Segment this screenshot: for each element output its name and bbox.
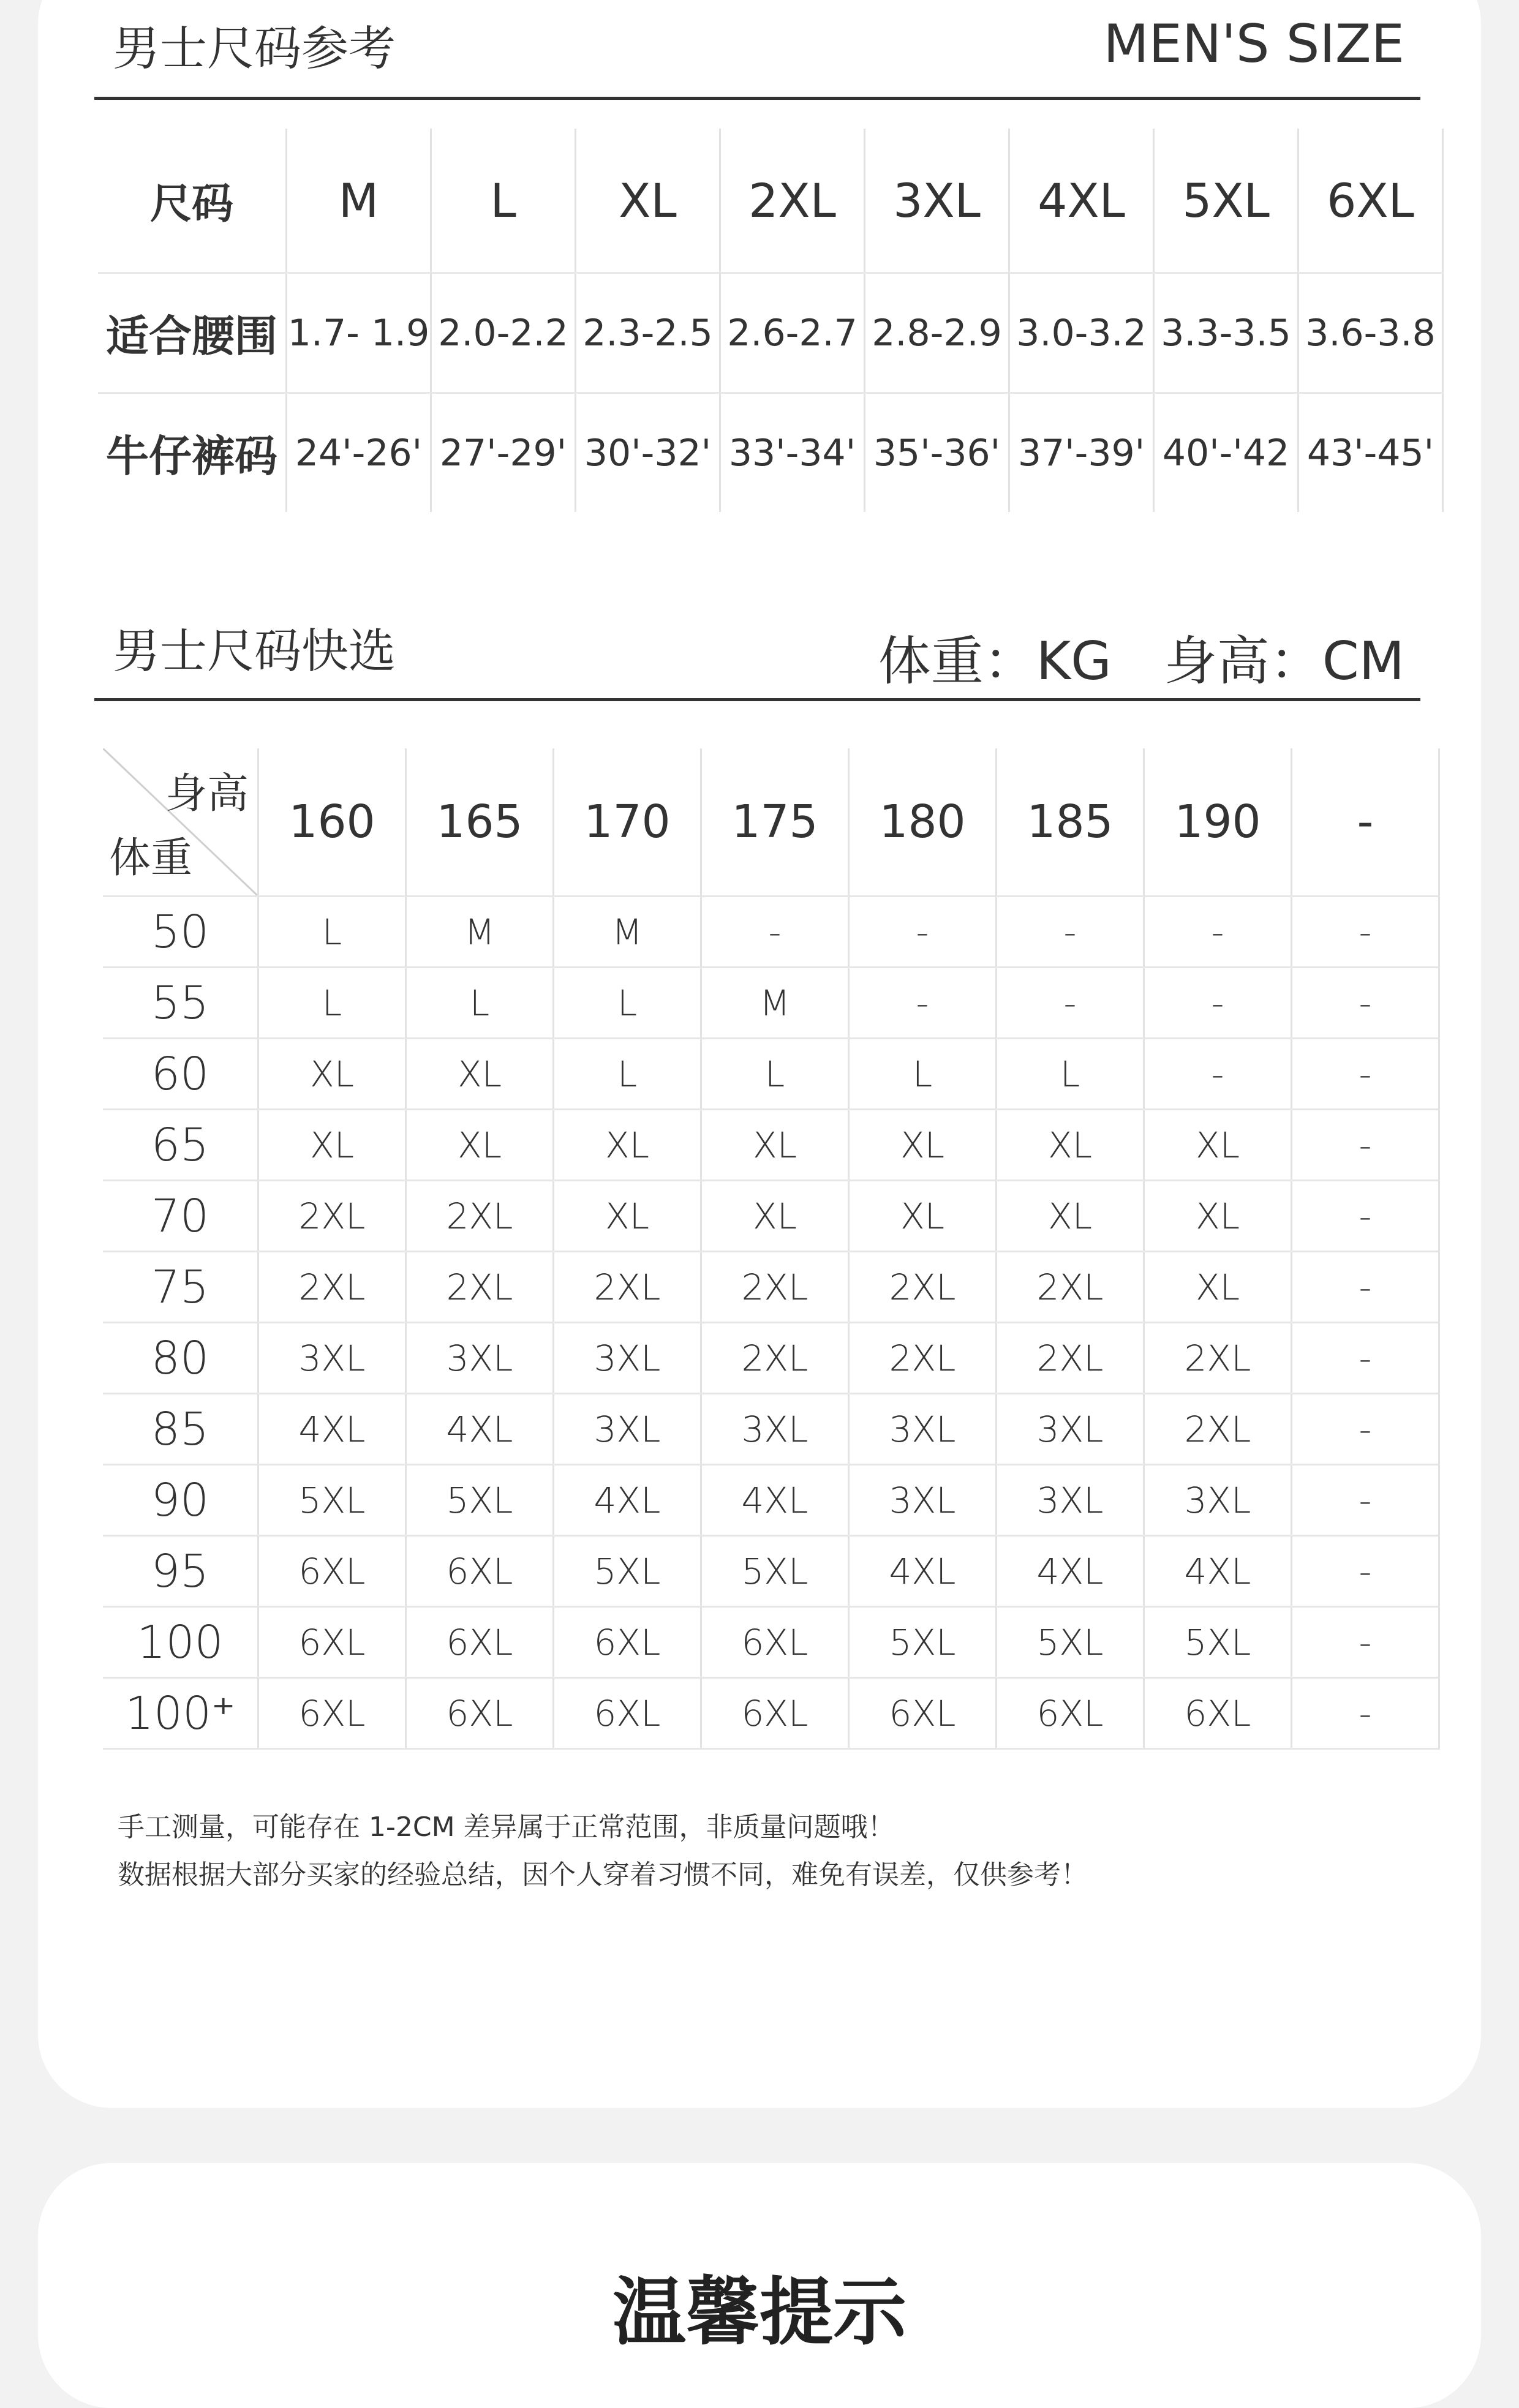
size-cell: 5XL (849, 1607, 997, 1678)
size-cell: XL (701, 1110, 849, 1181)
size-cell: 3XL (406, 1323, 554, 1394)
table-row (98, 129, 1443, 273)
size-cell: L (997, 1039, 1144, 1110)
size-cell: 4XL (997, 1536, 1144, 1607)
table-row (103, 1181, 1439, 1252)
table-row (103, 748, 1439, 897)
table-row (103, 1678, 1439, 1749)
corner-height-label: 身高 (165, 770, 249, 818)
size-cell: 4XL (258, 1394, 406, 1465)
size-cell: L (258, 968, 406, 1039)
size-cell: - (1292, 1536, 1439, 1607)
size-cell: XL (406, 1110, 554, 1181)
weight-cell: 100 (103, 1607, 258, 1678)
height-header-cell: 185 (997, 748, 1144, 897)
units-label: 体重：KG 身高：CM (878, 631, 1404, 692)
table-cell: 30'-32' (576, 393, 720, 513)
table-row (103, 1536, 1439, 1607)
table-cell: 37'-39' (1009, 393, 1154, 513)
weight-cell: 95 (103, 1536, 258, 1607)
size-cell: - (1292, 1181, 1439, 1252)
size-cell: M (701, 968, 849, 1039)
size-cell: XL (849, 1110, 997, 1181)
size-cell: 3XL (554, 1394, 701, 1465)
table-cell: 2.8-2.9 (865, 273, 1009, 393)
size-cell: L (554, 968, 701, 1039)
size-cell: 6XL (701, 1678, 849, 1749)
reminder-title: 温馨提示 (612, 2270, 907, 2355)
row-label: 适合腰围 (98, 273, 287, 393)
size-cell: 2XL (997, 1252, 1144, 1323)
size-cell: 5XL (701, 1536, 849, 1607)
size-cell: - (997, 897, 1144, 968)
table-cell: 2.3-2.5 (576, 273, 720, 393)
notes (118, 1804, 1088, 1899)
size-cell: XL (258, 1110, 406, 1181)
table-row (103, 1039, 1439, 1110)
size-cell: - (1292, 1323, 1439, 1394)
size-cell: - (1292, 1394, 1439, 1465)
size-cell: 3XL (997, 1465, 1144, 1536)
table-row (103, 1323, 1439, 1394)
size-cell: - (1144, 968, 1292, 1039)
size-cell: L (406, 968, 554, 1039)
size-cell: - (1292, 1678, 1439, 1749)
size-cell: 6XL (258, 1607, 406, 1678)
table-cell: 33'-34' (720, 393, 865, 513)
size-header-cell: 5XL (1154, 129, 1298, 273)
size-cell: 2XL (1144, 1323, 1292, 1394)
table-row (103, 897, 1439, 968)
size-cell: - (1292, 968, 1439, 1039)
size-cell: XL (701, 1181, 849, 1252)
size-cell: 3XL (849, 1465, 997, 1536)
size-cell: XL (1144, 1252, 1292, 1323)
note-line: 手工测量，可能存在 1-2CM 差异属于正常范围，非质量问题哦！ (118, 1812, 895, 1843)
size-cell: 6XL (849, 1678, 997, 1749)
table-row (103, 1465, 1439, 1536)
table-row (103, 1252, 1439, 1323)
note-line: 数据根据大部分买家的经验总结，因个人穿着习惯不同，难免有误差，仅供参考！ (118, 1859, 1088, 1891)
weight-cell: 60 (103, 1039, 258, 1110)
height-header-cell: - (1292, 748, 1439, 897)
table-cell: 3.6-3.8 (1298, 273, 1443, 393)
size-cell: - (1292, 1465, 1439, 1536)
size-cell: L (701, 1039, 849, 1110)
size-cell: 6XL (554, 1607, 701, 1678)
size-cell: 5XL (554, 1536, 701, 1607)
size-cell: 6XL (258, 1536, 406, 1607)
table-cell: 3.3-3.5 (1154, 273, 1298, 393)
size-cell: - (849, 968, 997, 1039)
size-cell: 3XL (849, 1394, 997, 1465)
size-cell: 2XL (701, 1323, 849, 1394)
size-cell: 2XL (258, 1181, 406, 1252)
size-cell: 4XL (1144, 1536, 1292, 1607)
size-cell: 6XL (406, 1536, 554, 1607)
size-header-cell: XL (576, 129, 720, 273)
table-cell: 43'-45' (1298, 393, 1443, 513)
table-cell: 2.0-2.2 (431, 273, 576, 393)
size-header-label: 尺码 (98, 129, 287, 273)
weight-cell: 55 (103, 968, 258, 1039)
size-cell: 3XL (258, 1323, 406, 1394)
size-header-cell: 4XL (1009, 129, 1154, 273)
table-row (103, 1110, 1439, 1181)
weight-cell: 75 (103, 1252, 258, 1323)
size-cell: 6XL (1144, 1678, 1292, 1749)
size-cell: L (849, 1039, 997, 1110)
size-cell: 6XL (406, 1607, 554, 1678)
weight-cell: 100⁺ (103, 1678, 258, 1749)
table-row (103, 1607, 1439, 1678)
size-cell: 2XL (849, 1323, 997, 1394)
size-cell: M (554, 897, 701, 968)
corner-cell (103, 748, 258, 897)
size-cell: - (1292, 1110, 1439, 1181)
size-cell: M (406, 897, 554, 968)
table-cell: 27'-29' (431, 393, 576, 513)
table-cell: 35'-36' (865, 393, 1009, 513)
table-row (98, 393, 1443, 513)
height-header-cell: 170 (554, 748, 701, 897)
size-cell: - (1292, 1039, 1439, 1110)
size-cell: 6XL (406, 1678, 554, 1749)
size-cell: 4XL (406, 1394, 554, 1465)
size-cell: L (554, 1039, 701, 1110)
table-cell: 40'-'42 (1154, 393, 1298, 513)
mens-size-title-en: MEN'S SIZE (1103, 13, 1404, 75)
quick-select-table (103, 748, 1440, 1750)
size-header-cell: 3XL (865, 129, 1009, 273)
corner-weight-label: 体重 (109, 834, 193, 882)
size-cell: XL (258, 1039, 406, 1110)
table-cell: 1.7- 1.9 (287, 273, 431, 393)
size-cell: 2XL (701, 1252, 849, 1323)
size-cell: 4XL (701, 1465, 849, 1536)
size-cell: - (1292, 897, 1439, 968)
size-cell: 5XL (406, 1465, 554, 1536)
size-cell: - (849, 897, 997, 968)
size-cell: 3XL (554, 1323, 701, 1394)
table-cell: 24'-26' (287, 393, 431, 513)
size-cell: XL (406, 1039, 554, 1110)
size-cell: 3XL (997, 1394, 1144, 1465)
size-cell: XL (554, 1181, 701, 1252)
size-cell: - (701, 897, 849, 968)
size-cell: 6XL (554, 1678, 701, 1749)
size-cell: 6XL (701, 1607, 849, 1678)
height-header-cell: 180 (849, 748, 997, 897)
size-cell: XL (997, 1181, 1144, 1252)
weight-cell: 80 (103, 1323, 258, 1394)
height-header-cell: 175 (701, 748, 849, 897)
size-cell: 5XL (258, 1465, 406, 1536)
size-cell: 5XL (997, 1607, 1144, 1678)
table-row (103, 1394, 1439, 1465)
size-cell: - (1292, 1252, 1439, 1323)
size-reference-table (98, 129, 1444, 512)
size-header-cell: M (287, 129, 431, 273)
table-cell: 3.0-3.2 (1009, 273, 1154, 393)
mens-size-title: 男士尺码参考 (113, 22, 396, 77)
mens-size-header (94, 0, 1420, 100)
size-header-cell: 2XL (720, 129, 865, 273)
table-row (103, 968, 1439, 1039)
size-cell: XL (997, 1110, 1144, 1181)
size-cell: XL (849, 1181, 997, 1252)
size-cell: 2XL (406, 1181, 554, 1252)
weight-cell: 65 (103, 1110, 258, 1181)
weight-cell: 90 (103, 1465, 258, 1536)
size-cell: - (1144, 897, 1292, 968)
quick-select-header (94, 600, 1420, 701)
weight-cell: 70 (103, 1181, 258, 1252)
size-cell: 2XL (849, 1252, 997, 1323)
size-cell: 6XL (258, 1678, 406, 1749)
size-header-cell: 6XL (1298, 129, 1443, 273)
size-cell: - (997, 968, 1144, 1039)
size-cell: L (258, 897, 406, 968)
size-cell: - (1292, 1607, 1439, 1678)
size-cell: 6XL (997, 1678, 1144, 1749)
size-cell: 2XL (258, 1252, 406, 1323)
size-cell: 5XL (1144, 1607, 1292, 1678)
size-cell: XL (1144, 1181, 1292, 1252)
size-cell: 2XL (1144, 1394, 1292, 1465)
size-header-cell: L (431, 129, 576, 273)
table-row (98, 273, 1443, 393)
weight-cell: 85 (103, 1394, 258, 1465)
size-cell: 2XL (406, 1252, 554, 1323)
size-cell: - (1144, 1039, 1292, 1110)
row-label: 牛仔裤码 (98, 393, 287, 513)
size-cell: XL (1144, 1110, 1292, 1181)
quick-select-title: 男士尺码快选 (113, 625, 396, 679)
size-cell: 4XL (554, 1465, 701, 1536)
height-header-cell: 165 (406, 748, 554, 897)
weight-cell: 50 (103, 897, 258, 968)
size-cell: 2XL (554, 1252, 701, 1323)
size-cell: 2XL (997, 1323, 1144, 1394)
height-header-cell: 190 (1144, 748, 1292, 897)
size-cell: 3XL (701, 1394, 849, 1465)
table-cell: 2.6-2.7 (720, 273, 865, 393)
size-cell: 4XL (849, 1536, 997, 1607)
size-cell: 3XL (1144, 1465, 1292, 1536)
height-header-cell: 160 (258, 748, 406, 897)
size-cell: XL (554, 1110, 701, 1181)
